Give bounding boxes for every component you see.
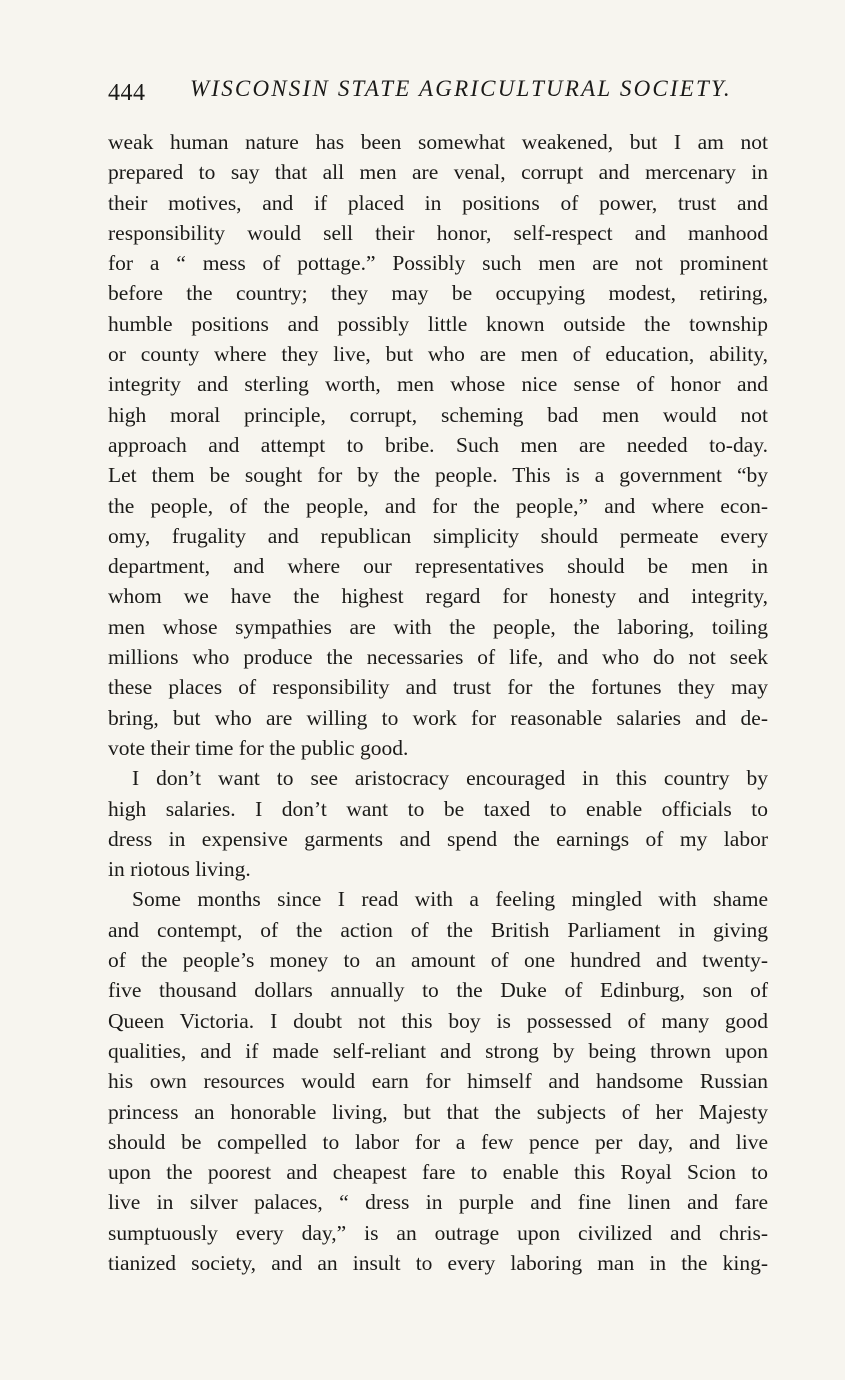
text-line: their motives, and if placed in positions of power, trust and bbox=[108, 190, 768, 215]
text-line: Some months since I read with a feeling mingled with shame bbox=[132, 887, 768, 912]
text-line: sumptuously every day,” is an outrage upon civilized and chris- bbox=[108, 1220, 768, 1245]
text-line: bring, but who are willing to work for reasonable salaries and de- bbox=[108, 705, 768, 730]
text-line: weak human nature has been somewhat weakened, but I am not bbox=[108, 130, 768, 154]
paragraph-1 bbox=[108, 127, 768, 763]
text-line: for a “ mess of pottage.” Possibly such men are not prominent bbox=[108, 251, 768, 276]
text-line: qualities, and if made self-reliant and strong by being thrown upon bbox=[108, 1038, 768, 1063]
text-line: tianized society, and an insult to every laboring man in the king- bbox=[108, 1250, 768, 1275]
text-line: whom we have the highest regard for honesty and integrity, bbox=[108, 584, 768, 609]
paragraph-3 bbox=[108, 884, 768, 1278]
running-title: WISCONSIN STATE AGRICULTURAL SOCIETY. bbox=[190, 76, 732, 101]
text-line: integrity and sterling worth, men whose nice sense of honor and bbox=[108, 372, 768, 397]
text-line: five thousand dollars annually to the Duke of Edinburg, son of bbox=[108, 978, 768, 1003]
text-line: approach and attempt to bribe. Such men are needed to-day. bbox=[108, 432, 768, 457]
running-head bbox=[108, 72, 768, 112]
text-line: I don’t want to see aristocracy encouraged in this country by bbox=[132, 766, 768, 791]
text-line: his own resources would earn for himself and handsome Russian bbox=[108, 1069, 768, 1094]
text-line: vote their time for the public good. bbox=[108, 735, 409, 760]
body-text bbox=[108, 127, 768, 1278]
text-line: omy, frugality and republican simplicity should permeate every bbox=[108, 523, 768, 548]
text-line: in riotous living. bbox=[108, 857, 251, 882]
text-line: department, and where our representatives should be men in bbox=[108, 554, 768, 579]
text-line: before the country; they may be occupying modest, retiring, bbox=[108, 281, 768, 306]
text-line: the people, of the people, and for the people,” and where econ- bbox=[108, 493, 768, 518]
text-line: or county where they live, but who are men of education, ability, bbox=[108, 342, 768, 367]
text-line: princess an honorable living, but that the subjects of her Majesty bbox=[108, 1099, 768, 1124]
text-line: Let them be sought for by the people. This is a government “by bbox=[108, 463, 768, 488]
text-line: these places of responsibility and trust for the fortunes they may bbox=[108, 675, 768, 700]
text-line: humble positions and possibly little known outside the township bbox=[108, 311, 768, 336]
text-line: upon the poorest and cheapest fare to enable this Royal Scion to bbox=[108, 1160, 768, 1185]
text-line: live in silver palaces, “ dress in purple and fine linen and fare bbox=[108, 1190, 768, 1215]
text-line: prepared to say that all men are venal, corrupt and mercenary in bbox=[108, 160, 768, 185]
text-line: dress in expensive garments and spend the earnings of my labor bbox=[108, 826, 768, 851]
text-line: and contempt, of the action of the British Parliament in giving bbox=[108, 917, 768, 942]
text-line: should be compelled to labor for a few pence per day, and live bbox=[108, 1129, 768, 1154]
text-line: Queen Victoria. I doubt not this boy is possessed of many good bbox=[108, 1008, 768, 1033]
text-line: responsibility would sell their honor, self-respect and manhood bbox=[108, 220, 768, 245]
text-line: high moral principle, corrupt, scheming bad men would not bbox=[108, 402, 768, 427]
page-number: 444 bbox=[108, 80, 146, 106]
text-line: high salaries. I don’t want to be taxed to enable officials to bbox=[108, 796, 768, 821]
paragraph-2 bbox=[108, 763, 768, 884]
text-line: millions who produce the necessaries of life, and who do not seek bbox=[108, 645, 768, 670]
text-line: of the people’s money to an amount of one hundred and twenty- bbox=[108, 948, 768, 973]
text-line: men whose sympathies are with the people, the laboring, toiling bbox=[108, 614, 768, 639]
